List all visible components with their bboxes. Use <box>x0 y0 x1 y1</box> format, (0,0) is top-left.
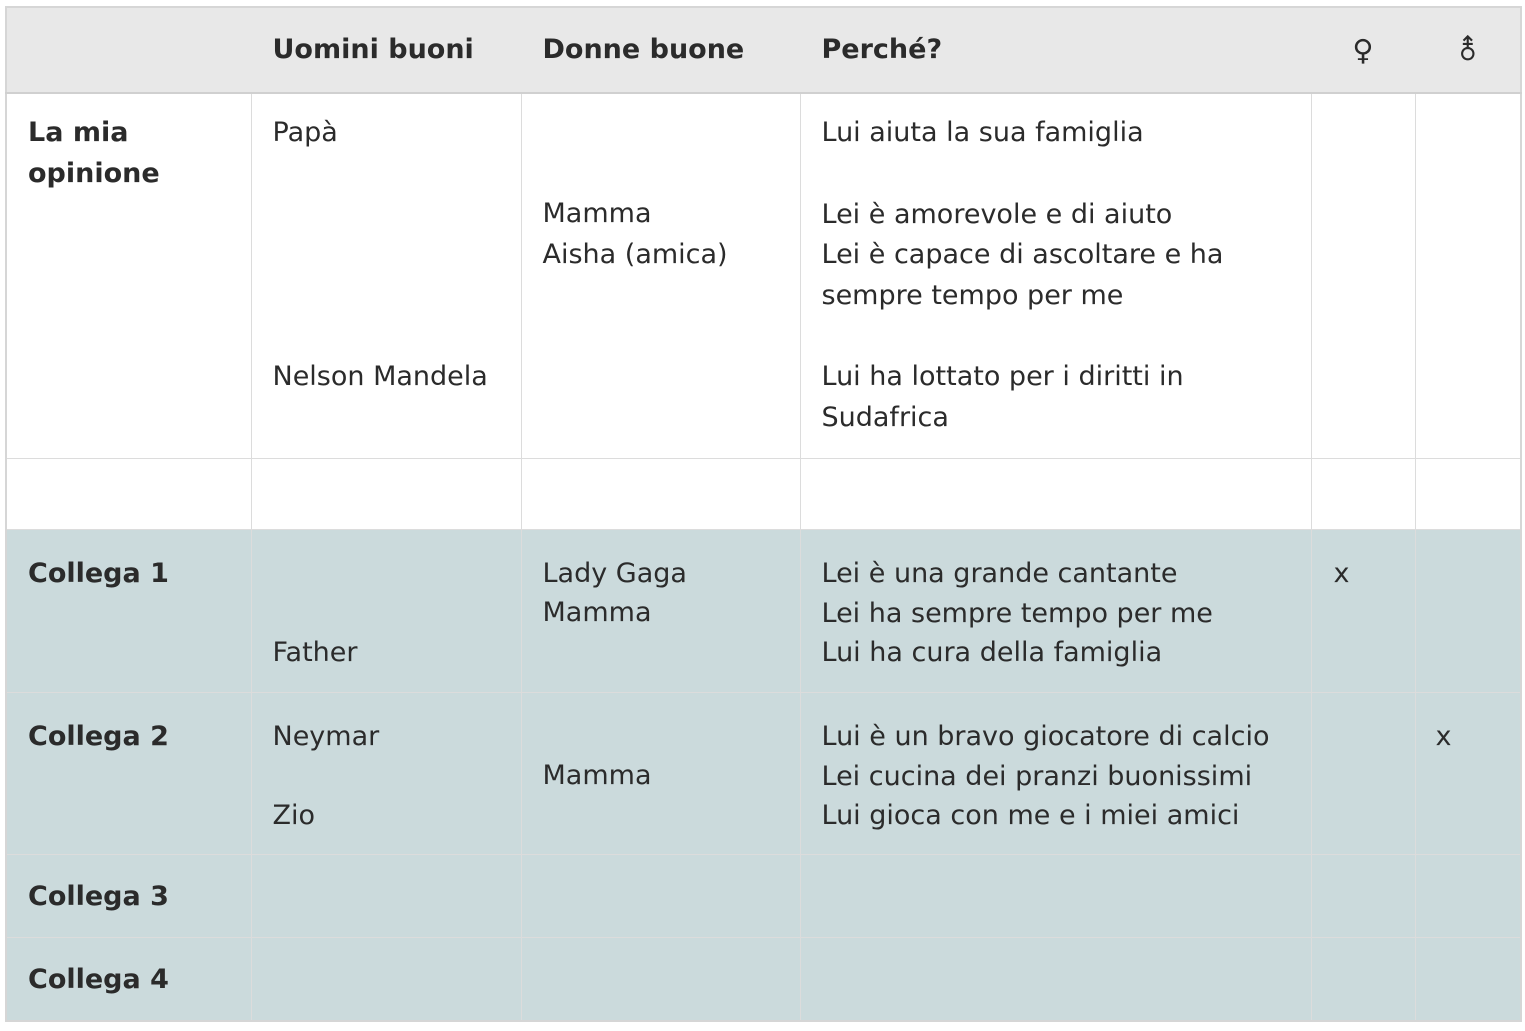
row-label-my-opinion: La mia opinione <box>6 93 251 459</box>
row-label: Collega 4 <box>6 938 251 1021</box>
good-men-cell: Father <box>251 530 521 693</box>
row-label: Collega 3 <box>6 855 251 938</box>
opinion-table <box>5 6 1522 1022</box>
reasons-cell <box>800 938 1311 1021</box>
neutral-symbol-icon: ⚨ <box>1415 7 1521 93</box>
header-row <box>6 7 1521 93</box>
good-women-cell <box>521 855 800 938</box>
header-why: Perché? <box>800 7 1311 93</box>
spacer-cell <box>251 459 521 530</box>
my-opinion-neutral-mark <box>1415 93 1521 459</box>
list-item: Aisha (amica) <box>542 238 728 270</box>
good-men-cell: Neymar Zio <box>251 693 521 855</box>
good-women-cell: Lady Gaga Mamma <box>521 530 800 693</box>
spacer-cell <box>1311 459 1415 530</box>
my-opinion-reasons <box>800 93 1311 459</box>
list-item: Lei è capace di ascoltare e ha sempre tempo per me <box>821 239 1224 311</box>
table-row <box>6 938 1521 1021</box>
list-item: Papà <box>272 117 338 148</box>
list-item: Nelson Mandela <box>272 360 488 392</box>
female-symbol-icon: ♀ <box>1311 7 1415 93</box>
header-good-women: Donne buone <box>521 7 800 93</box>
neutral-mark-cell <box>1415 855 1521 938</box>
neutral-mark-cell: x <box>1415 693 1521 855</box>
list-item: Lui ha lottato per i diritti in Sudafrica <box>821 361 1184 433</box>
female-mark-cell <box>1311 938 1415 1021</box>
good-men-cell <box>251 855 521 938</box>
spacer-cell <box>6 459 251 530</box>
table-row <box>6 693 1521 855</box>
row-label: Collega 2 <box>6 693 251 855</box>
female-mark-cell <box>1311 693 1415 855</box>
neutral-mark-cell <box>1415 938 1521 1021</box>
neutral-mark-cell <box>1415 530 1521 693</box>
list-item: Mamma <box>542 198 652 229</box>
table-row <box>6 855 1521 938</box>
my-opinion-good-women <box>521 93 800 459</box>
list-item: Lei è amorevole e di aiuto <box>821 198 1173 230</box>
reasons-cell: Lui è un bravo giocatore di calcio Lei cucina dei pranzi buonissimi Lui gioca con me e i miei amici <box>800 693 1311 855</box>
female-mark-cell <box>1311 855 1415 938</box>
row-label: Collega 1 <box>6 530 251 693</box>
table-row <box>6 530 1521 693</box>
my-opinion-spacer-row <box>6 459 1521 530</box>
header-person <box>6 7 251 93</box>
my-opinion-female-mark <box>1311 93 1415 459</box>
female-mark-cell: x <box>1311 530 1415 693</box>
list-item: Lui aiuta la sua famiglia <box>821 117 1144 148</box>
spacer-cell <box>1415 459 1521 530</box>
header-good-men: Uomini buoni <box>251 7 521 93</box>
spacer-cell <box>800 459 1311 530</box>
reasons-cell: Lei è una grande cantante Lei ha sempre tempo per me Lui ha cura della famiglia <box>800 530 1311 693</box>
spacer-cell <box>521 459 800 530</box>
reasons-cell <box>800 855 1311 938</box>
good-men-cell <box>251 938 521 1021</box>
my-opinion-row <box>6 93 1521 459</box>
my-opinion-good-men <box>251 93 521 459</box>
good-women-cell <box>521 938 800 1021</box>
good-women-cell: Mamma <box>521 693 800 855</box>
